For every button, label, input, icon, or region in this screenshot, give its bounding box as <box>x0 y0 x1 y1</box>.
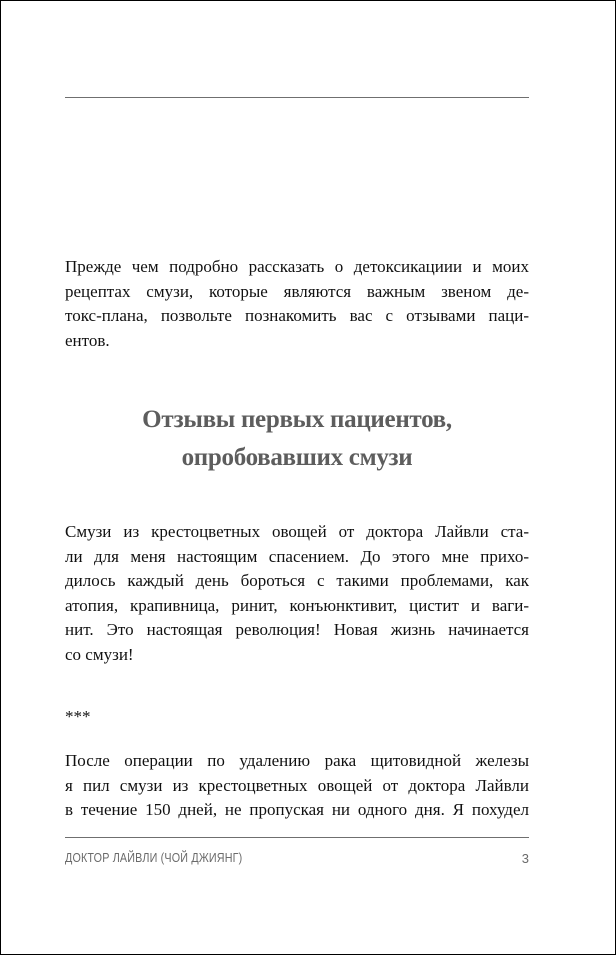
text-line: токс-плана, позвольте познакомить вас с отзывами паци- <box>65 306 529 325</box>
text-line: После операции по удалению рака щитовидной железы <box>65 751 529 770</box>
text-line: Смузи из крестоцветных овощей от доктора Лайвли ста- <box>65 522 529 541</box>
section-separator: *** <box>65 707 91 726</box>
text-line: я пил смузи из крестоцветных овощей от доктора Лайвли <box>65 775 529 795</box>
text-line: ли для меня настоящим спасением. До этого мне прихо- <box>65 546 529 566</box>
text-line: нит. Это настоящая революция! Новая жизнь начинается <box>65 620 529 639</box>
text-line: со смузи! <box>65 644 134 664</box>
text-line: ентов. <box>65 330 110 350</box>
heading-line: Отзывы первых пациентов, <box>142 406 452 433</box>
text-line: Прежде чем подробно рассказать о детоксикациии и моих <box>65 257 529 276</box>
header-rule <box>65 97 529 98</box>
section-heading <box>65 401 529 477</box>
review-paragraph <box>65 520 529 667</box>
heading-line: опробовавших смузи <box>181 444 413 471</box>
page-number: 3 <box>521 851 529 866</box>
running-title: ДОКТОР ЛАЙВЛИ (ЧОЙ ДЖИЯНГ) <box>65 851 243 865</box>
text-line: рецептах смузи, которые являются важным звеном де- <box>65 281 529 301</box>
intro-paragraph <box>65 255 529 353</box>
text-line: дилось каждый день бороться с такими проблемами, как <box>65 571 529 590</box>
text-line: атопия, крапивница, ринит, конъюнктивит, цистит и ваги- <box>65 595 529 615</box>
footer-rule <box>65 837 529 838</box>
text-line: в течение 150 дней, не пропуская ни одного дня. Я похудел <box>65 800 529 819</box>
review-paragraph <box>65 749 529 823</box>
